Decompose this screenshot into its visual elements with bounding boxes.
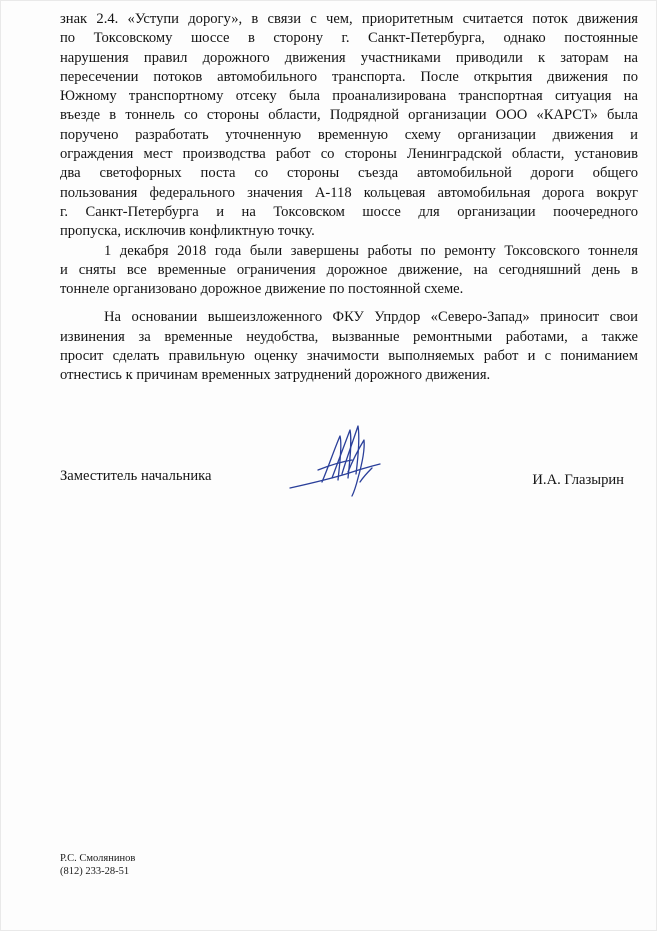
text-line: извинения за временные неудобства, вызванные ремонтными работами, а также [60,328,638,345]
text-line: пересечении потоков автомобильного транспорта. После открытия движения по [60,68,638,85]
signatory-position: Заместитель начальника [60,468,212,484]
signature-block [60,468,638,492]
executor-phone: (812) 233-28-51 [60,865,130,877]
text-line: ограждения мест производства работ со стороны Ленинградской области, установив [60,146,638,163]
text-line: пользования федерального значения А-118 кольцевая автомобильная дорога вокруг [60,184,638,201]
text-line: и сняты все временные ограничения дорожное движение, на сегодняшний день в [60,261,638,278]
text-line: поручено разработать уточненную временную схему организации движения и [60,126,638,143]
paragraph-2 [60,242,638,300]
text-line: 1 декабря 2018 года были завершены работы по ремонту Токсовского тоннеля [104,242,638,259]
text-line: просит сделать правильную оценку значимости выполняемых работ и с пониманием [60,348,638,365]
text-line: отнестись к причинам временных затруднений дорожного движения. [60,367,491,384]
text-line: нарушения правил дорожного движения участниками приводили к заторам на [60,49,638,66]
executor-name: Р.С. Смолянинов [60,853,136,864]
paragraph-1 [60,10,638,242]
text-line: пропуска, исключив конфликтную точку. [60,223,315,240]
text-line: по Токсовскому шоссе в сторону г. Санкт-Петербурга, однако постоянные [60,30,638,47]
paragraph-gap [60,299,638,308]
paragraph-3 [60,308,638,385]
executor-footer [60,853,135,878]
text-line: два светофорных поста со стороны съезда автомобильной дороги общего [60,165,638,182]
text-line: г. Санкт-Петербурга и на Токсовском шоссе для организации поочередного [60,203,638,220]
text-line: въезде в тоннель со стороны области, Подрядной организации ООО «КАРСТ» была [60,107,638,124]
text-line: На основании вышеизложенного ФКУ Упрдор «Северо-Запад» приносит свои [104,309,638,326]
signatory-name: И.А. Глазырин [532,472,624,488]
text-line: тоннеле организовано дорожное движение по постоянной схеме. [60,281,464,298]
text-line: знак 2.4. «Уступи дорогу», в связи с чем, приоритетным считается поток движения [60,11,638,27]
letter-body [60,10,638,386]
text-line: Южному транспортному отсеку была проанализирована транспортная ситуация на [60,88,638,105]
